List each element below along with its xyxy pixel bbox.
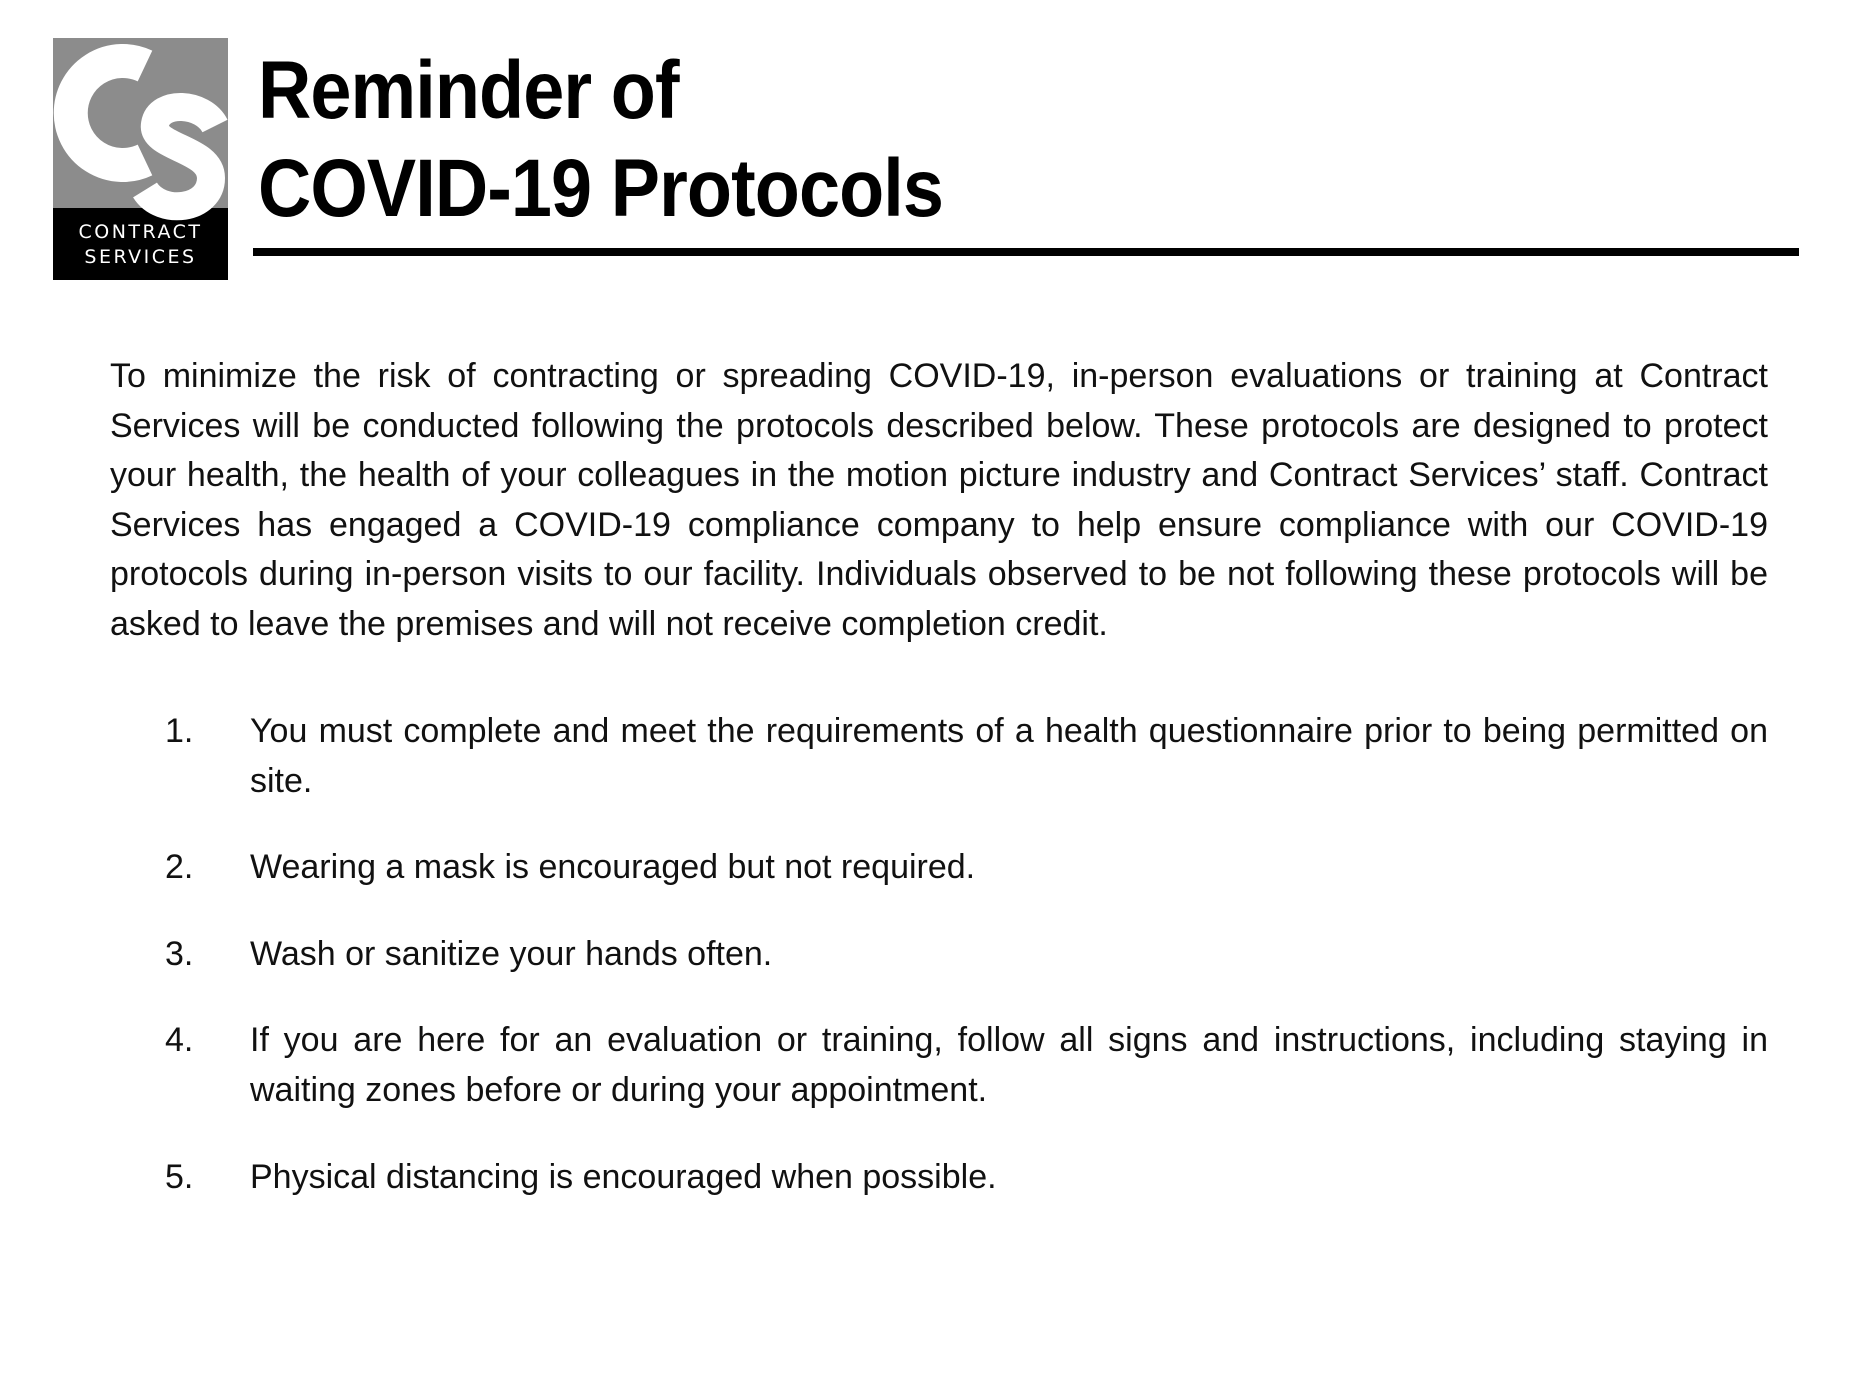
list-item-text: Physical distancing is encouraged when possible. [250,1157,997,1196]
list-item-number: 2. [165,848,194,887]
list-item [110,707,1768,806]
list-item-text: Wash or sanitize your hands often. [250,934,773,973]
intro-paragraph: To minimize the risk of contracting or spreading COVID-19, in-person evaluations or training at Contract Services will be conducted following the protocols described below. These protocols are designed to protect your health, the health of your colleagues in the motion picture industry and Contract Services’ staff. Contract Services has engaged a COVID-19 compliance company to help ensure compliance with our COVID-19 protocols during in-person visits to our facility. Individuals observed to be not following these protocols will be asked to leave the premises and will not receive completion credit. [110,357,1768,643]
list-item [110,930,1768,980]
contract-services-logo [53,38,228,280]
title-line-1: Reminder of [258,45,679,136]
list-item-text: You must complete and meet the requirements of a health questionnaire prior to being permitted on site. [250,712,1768,800]
list-item [110,1016,1768,1115]
list-item-number: 4. [165,1021,194,1060]
title-underline-divider [253,248,1799,256]
protocol-list [110,707,1768,1239]
list-item-number: 1. [165,712,194,750]
list-item-number: 5. [165,1157,194,1196]
title-line-2: COVID-19 Protocols [258,143,944,234]
list-item-text: Wearing a mask is encouraged but not required. [250,848,976,887]
list-item [110,843,1768,893]
list-item-number: 3. [165,934,194,973]
list-item-text: If you are here for an evaluation or training, follow all signs and instructions, including staying in waiting zones before or during your appointment. [250,1021,1768,1109]
logo-line-contract: CONTRACT [78,221,203,243]
page-title [258,42,943,238]
logo-line-services: SERVICES [84,246,197,268]
list-item [110,1153,1768,1203]
